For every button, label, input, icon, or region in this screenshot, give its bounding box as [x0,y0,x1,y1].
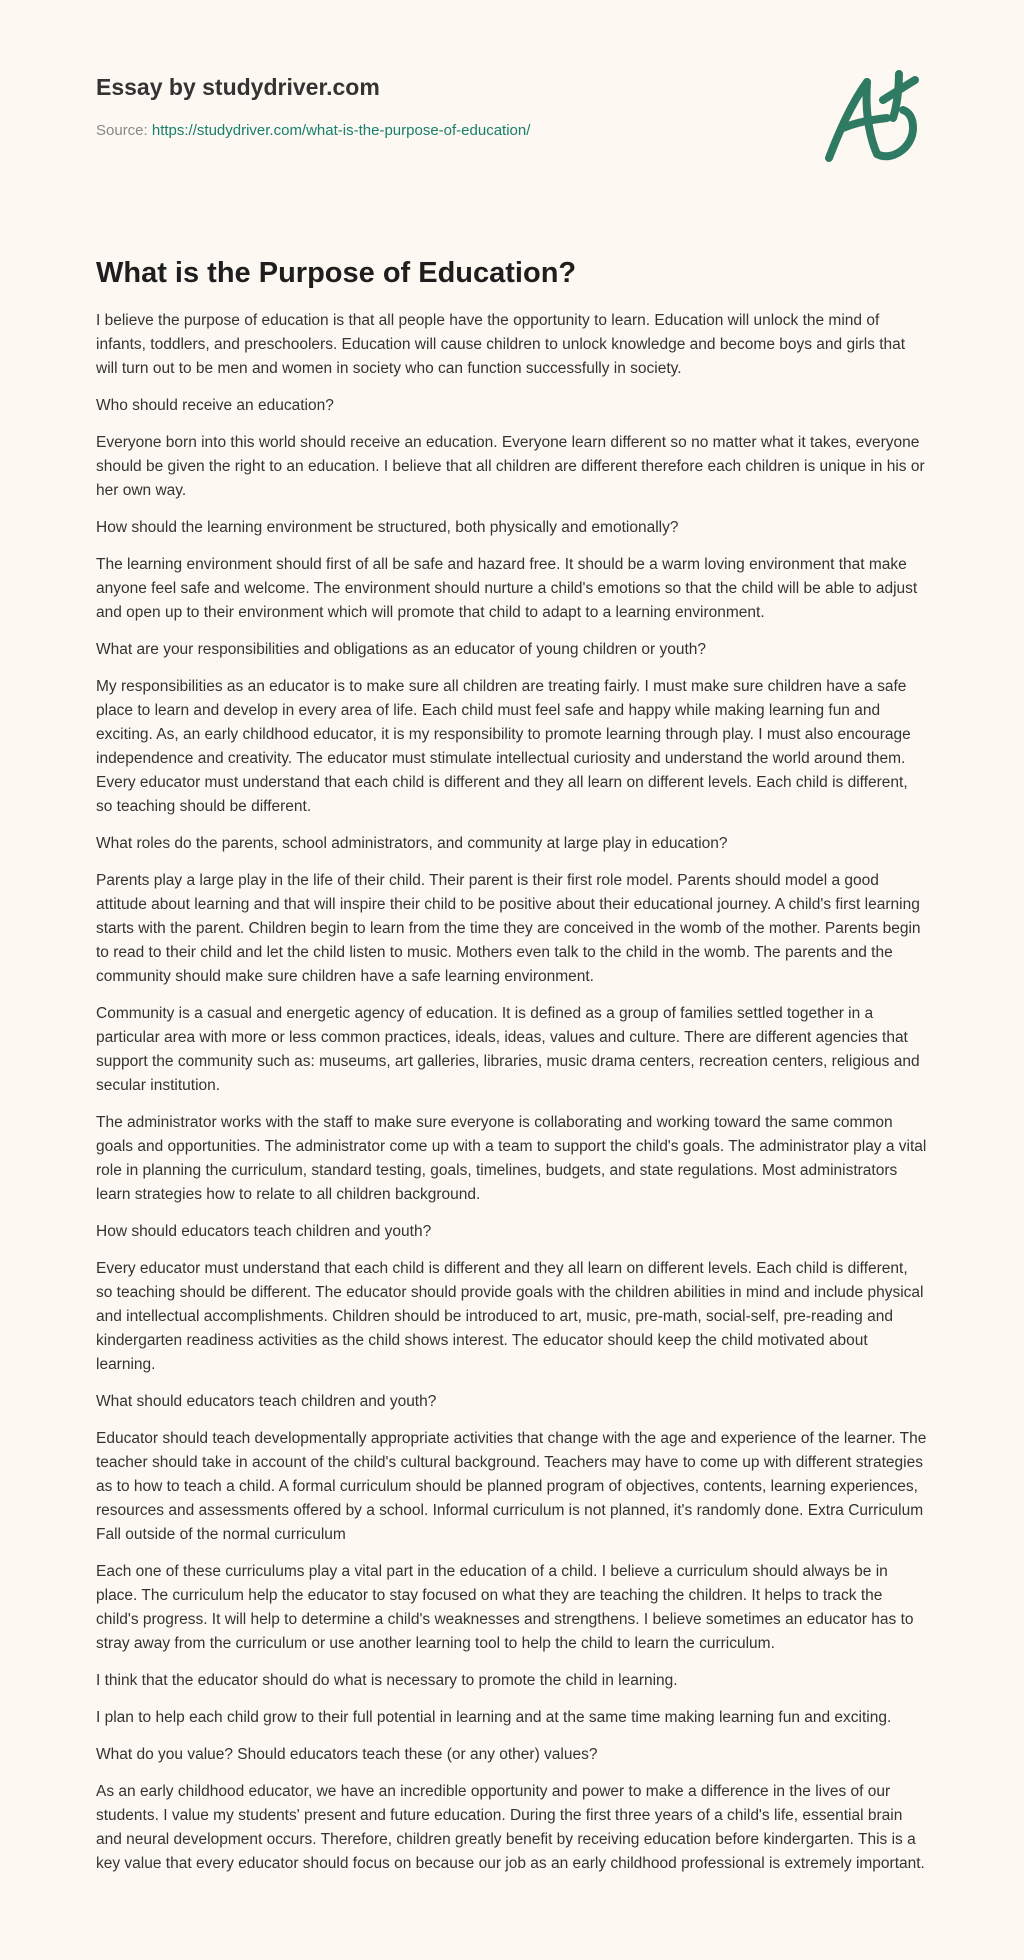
paragraph: The administrator works with the staff to make sure everyone is collaborating and working toward the same common goals and opportunities. The administrator come up with a team to support the child's goals. The administrator play a vital role in planning the curriculum, standard testing, goals, timelines, budgets, and state regulations. Most administrators learn strategies how to relate to all children background. [96,1113,927,1203]
question-heading: How should educators teach children and youth? [96,1222,432,1240]
source-line [96,122,530,139]
source-link[interactable]: https://studydriver.com/what-is-the-purpose-of-education/ [151,122,531,139]
paragraph: Parents play a large play in the life of their child. Their parent is their first role model. Parents should model a good attitude about learning and that will inspire their child to be positive about their educational journey. A child's first learning starts with the parent. Children begin to learn from the time they are conceived in the womb of the mother. Parents begin to read to their child and let the child listen to music. Mothers even talk to the child in the womb. The parents and the community should make sure children have a safe learning environment. [96,871,921,985]
paragraph: Each one of these curriculums play a vital part in the education of a child. I believe a curriculum should always be in place. The curriculum help the educator to stay focused on what they are teaching the children. It helps to track the child's progress. It will help to determine a child's weaknesses and strengthens. I believe sometimes an educator has to stray away from the curriculum or use another learning tool to help the child to learn the curriculum. [96,1562,914,1652]
document-header [96,0,928,200]
question-heading: Who should receive an education? [96,396,334,414]
article-body [96,309,928,1876]
article-title: What is the Purpose of Education? [96,257,577,289]
a-plus-logo-icon [825,70,925,166]
question-heading: What roles do the parents, school administrators, and community at large play in education? [96,834,728,852]
paragraph: Everyone born into this world should receive an education. Everyone learn different so no matter what it takes, everyone should be given the right to an education. I believe that all children are different therefore each children is unique in his or her own way. [96,433,925,499]
brand-title: Essay by studydriver.com [96,74,380,100]
question-heading: How should the learning environment be structured, both physically and emotionally? [96,518,679,536]
paragraph: I believe the purpose of education is that all people have the opportunity to learn. Education will unlock the mind of infants, toddlers, and preschoolers. Education will cause children to unlock knowledge and become boys and girls that will turn out to be men and women in society who can function successfully in society. [96,311,906,377]
paragraph: Educator should teach developmentally appropriate activities that change with the age and experience of the learner. The teacher should take in account of the child's cultural background. Teachers may have to come up with different strategies as to how to teach a child. A formal curriculum should be planned program of objectives, contents, learning experiences, resources and assessments offered by a school. Informal curriculum is not planned, it's randomly done. Extra Curriculum Fall outside of the normal curriculum [96,1429,927,1543]
paragraph: As an early childhood educator, we have an incredible opportunity and power to make a difference in the lives of our students. I value my students' present and future education. During the first three years of a child's life, essential brain and neural development occurs. Therefore, children greatly benefit by receiving education before kindergarten. This is a key value that every educator should focus on because our job as an early childhood professional is extremely important. [96,1782,925,1872]
question-heading: What do you value? Should educators teach these (or any other) values? [96,1745,598,1763]
paragraph: I think that the educator should do what is necessary to promote the child in learning. [96,1671,678,1689]
paragraph: My responsibilities as an educator is to make sure all children are treating fairly. I must make sure children have a safe place to learn and develop in every area of life. Each child must feel safe and happy while making learning fun and exciting. As, an early childhood educator, it is my responsibility to promote learning through play. I must also encourage independence and creativity. The educator must stimulate intellectual curiosity and understand the world around them. Every educator must understand that each child is different and they all learn on different levels. Each child is different, so teaching should be different. [96,677,911,815]
paragraph: The learning environment should first of all be safe and hazard free. It should be a warm loving environment that make anyone feel safe and welcome. The environment should nurture a child's emotions so that the child will be able to adjust and open up to their environment which will promote that child to adapt to a learning environment. [96,555,918,621]
question-heading: What should educators teach children and youth? [96,1392,437,1410]
question-heading: What are your responsibilities and obligations as an educator of young children or youth? [96,640,707,658]
source-label: Source: [96,122,148,139]
paragraph: I plan to help each child grow to their full potential in learning and at the same time making learning fun and exciting. [96,1708,892,1726]
paragraph: Every educator must understand that each child is different and they all learn on different levels. Each child is different, so teaching should be different. The educator should provide goals with the children abilities in mind and include physical and intellectual accomplishments. Children should be introduced to art, music, pre-math, social-self, pre-reading and kindergarten readiness activities as the child shows interest. The educator should keep the child motivated about learning. [96,1259,924,1373]
paragraph: Community is a casual and energetic agency of education. It is defined as a group of families settled together in a particular area with more or less common practices, ideals, ideas, values and culture. There are different agencies that support the community such as: museums, art galleries, libraries, music drama centers, recreation centers, religious and secular institution. [96,1004,920,1094]
